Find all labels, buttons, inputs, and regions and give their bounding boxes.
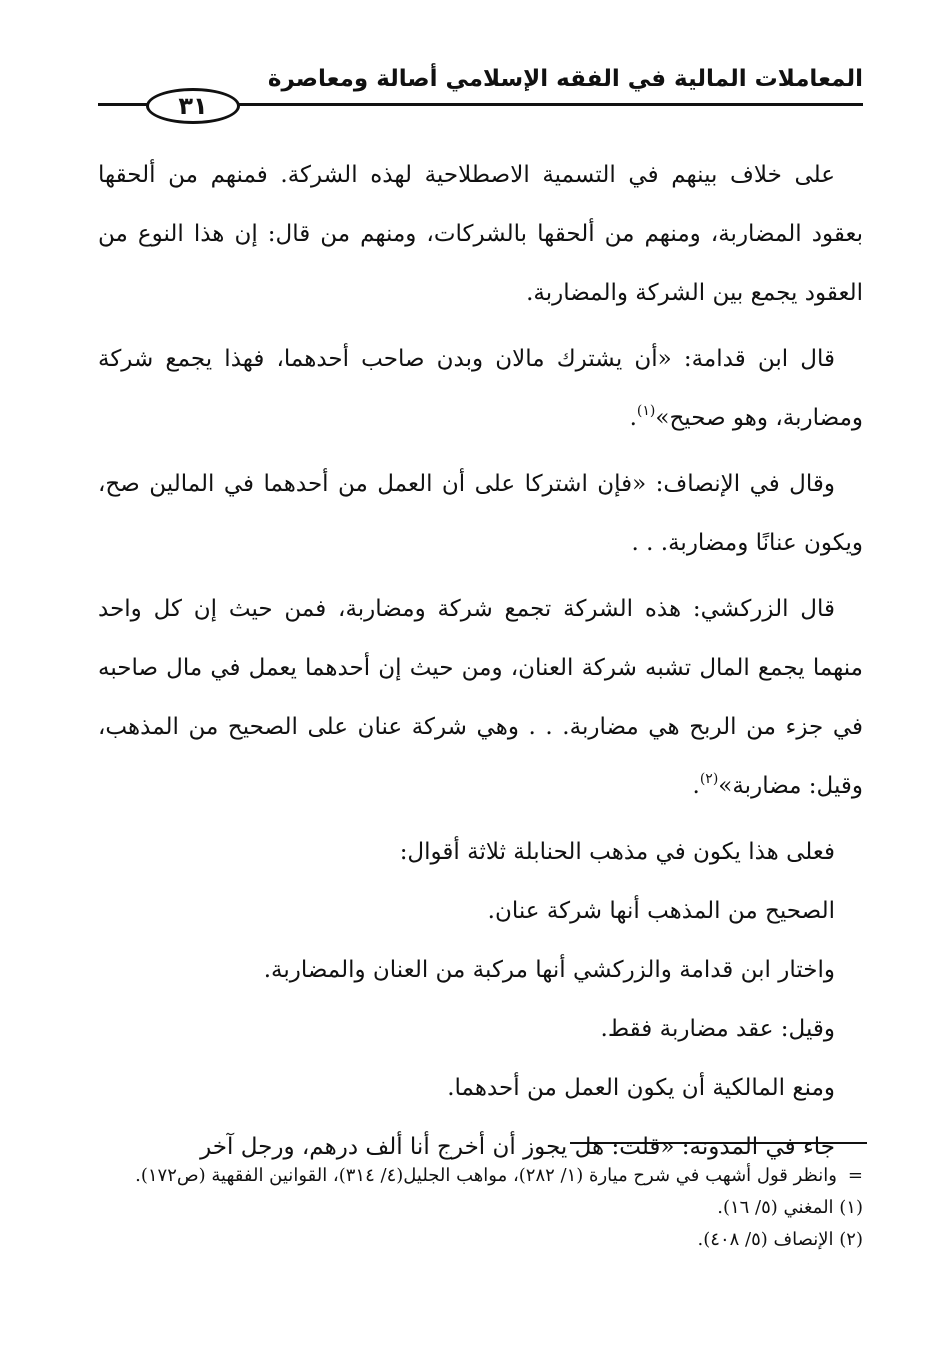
paragraph-7: واختار ابن قدامة والزركشي أنها مركبة من العنان والمضاربة.: [263, 957, 835, 983]
paragraph-2: قال ابن قدامة: «أن يشترك مالان وبدن صاحب أحدهما، فهذا يجمع شركة ومضاربة، وهو صحيح»$^{(١)}$.: [98, 346, 863, 431]
paragraph-3: وقال في الإنصاف: «فإن اشتركا على أن العمل من أحدهما في المالين صح، ويكون عنانًا ومضاربة. . .: [98, 471, 863, 556]
footnotes: [98, 1160, 863, 1256]
continuation-marker: =: [847, 1165, 863, 1186]
paragraph-10: جاء في المدونة: «قلت: هل يجوز أن أخرج أنا ألف درهم، ورجل آخر: [200, 1134, 835, 1160]
running-title: المعاملات المالية في الفقه الإسلامي أصالة ومعاصرة: [267, 66, 863, 92]
paragraph-5: فعلى هذا يكون في مذهب الحنابلة ثلاثة أقوال:: [399, 839, 835, 865]
paragraph-8: وقيل: عقد مضاربة فقط.: [600, 1016, 835, 1042]
footnote-separator: [570, 1142, 867, 1144]
paragraph-9: ومنع المالكية أن يكون العمل من أحدهما.: [447, 1075, 835, 1101]
paragraph-4: قال الزركشي: هذه الشركة تجمع شركة ومضاربة، فمن حيث إن كل واحد منهما يجمع المال تشبه شركة العنان، ومن حيث إن أحدهما يعمل في مال صاحبه في جزء من الربح هي مضاربة. . . وهي شركة عنان على الصحيح من المذهب، وقيل: مضاربة»$^{(٢)}$.: [98, 596, 863, 799]
paragraph-1: على خلاف بينهم في التسمية الاصطلاحية لهذه الشركة. فمنهم من ألحقها بعقود المضاربة، ومنهم من ألحقها بالشركات، ومنهم من قال: إن هذا النوع من العقود يجمع بين الشركة والمضاربة.: [98, 162, 863, 306]
footnote-continuation: =وانظر قول أشهب في شرح ميارة (١/ ٢٨٢)، مواهب الجليل(٤/ ٣١٤)، القوانين الفقهية (ص١٧٢).: [98, 1160, 863, 1192]
footnote-1: (١) المغني (٥/ ١٦).: [717, 1197, 863, 1218]
page-number: ٣١: [146, 88, 240, 124]
footnote-ref-1: (١): [636, 403, 656, 419]
body-text: [98, 146, 863, 1177]
footnote-2: (٢) الإنصاف (٥/ ٤٠٨).: [697, 1229, 863, 1250]
footnote-ref-2: (٢): [699, 771, 719, 787]
paragraph-6: الصحيح من المذهب أنها شركة عنان.: [487, 898, 835, 924]
